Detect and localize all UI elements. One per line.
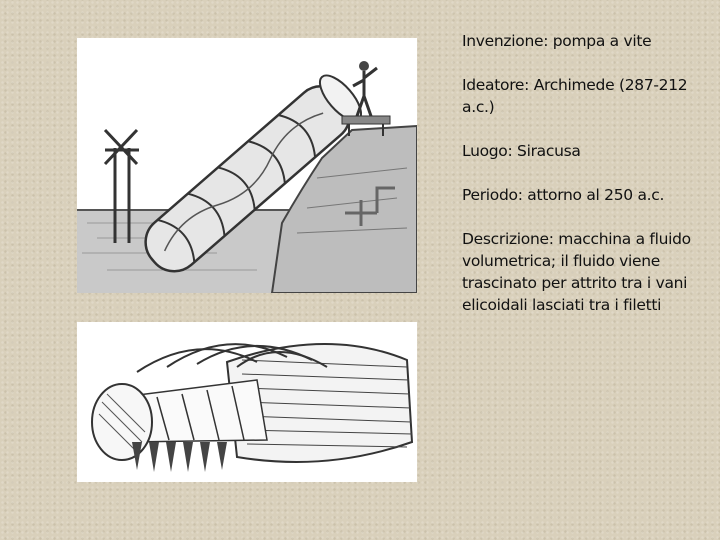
screw-cutaway-illustration (77, 322, 417, 482)
invention-line: Invenzione: pompa a vite (462, 32, 652, 50)
inventor-line: Ideatore: Archimede (287-212 a.c.) (462, 76, 688, 116)
screw-pump-illustration (77, 38, 417, 293)
info-text-column (462, 30, 712, 338)
place-line: Luogo: Siracusa (462, 142, 581, 160)
period-line: Periodo: attorno al 250 a.c. (462, 186, 665, 204)
description-paragraph: Descrizione: macchina a fluido volumetrica; il fluido viene trascinato per attrito tra i vani elicoidali lasciati tra i filetti (462, 230, 691, 314)
